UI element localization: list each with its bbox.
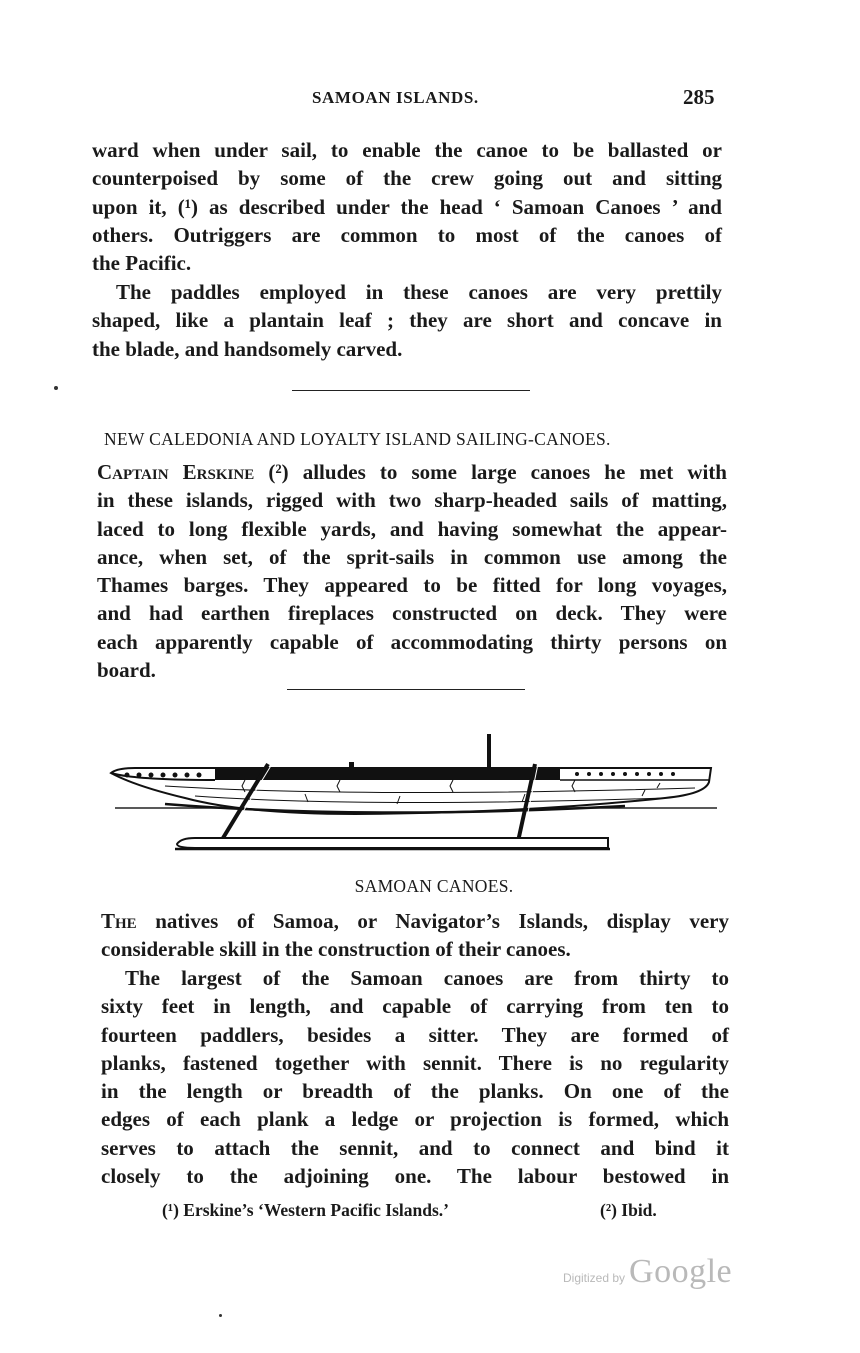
text-line: the blade, and handsomely carved. bbox=[92, 336, 403, 361]
text-line: serves to attach the sennit, and to connect and bind it bbox=[101, 1135, 729, 1160]
text-line: considerable skill in the construction of their canoes. bbox=[101, 937, 571, 962]
scan-speck bbox=[219, 1314, 222, 1317]
section-divider bbox=[287, 689, 525, 690]
canoe-illustration bbox=[105, 728, 725, 858]
text-line: in these islands, rigged with two sharp-headed sails of matting, bbox=[97, 488, 727, 513]
section-divider bbox=[292, 390, 530, 391]
watermark-brand: Google bbox=[629, 1253, 733, 1290]
text-fragment: natives of Samoa, or Navigator’s Islands, display very bbox=[136, 909, 729, 933]
footnote-1: (¹) Erskine’s ‘Western Pacific Islands.’ bbox=[162, 1200, 450, 1220]
text-line: The paddles employed in these canoes are very prettily bbox=[116, 280, 722, 304]
paragraph-samoan-intro bbox=[101, 907, 729, 964]
caption-text: SAMOAN CANOES. bbox=[354, 876, 514, 896]
text-line: board. bbox=[97, 658, 156, 683]
page-number: 285 bbox=[683, 85, 715, 109]
paragraph-paddles bbox=[92, 278, 722, 363]
text-line: The largest of the Samoan canoes are from thirty to bbox=[125, 966, 729, 990]
text-fragment: (²) alludes to some large canoes he met with bbox=[254, 460, 727, 484]
text-line: fourteen paddlers, besides a sitter. They are formed of bbox=[101, 1022, 729, 1047]
text-line: in the length or breadth of the planks. On one of the bbox=[101, 1079, 729, 1104]
text-line: edges of each plank a ledge or projection is formed, which bbox=[101, 1107, 729, 1132]
text-line: the Pacific. bbox=[92, 251, 192, 276]
watermark-prefix: Digitized by bbox=[563, 1271, 626, 1285]
lead-smallcaps: Captain Erskine bbox=[97, 460, 255, 484]
paragraph-new-caledonia bbox=[97, 458, 727, 684]
text-line: ward when under sail, to enable the canoe to be ballasted or bbox=[92, 138, 722, 162]
text-line: upon it, (¹) as described under the head ‘ Samoan Canoes ’ and bbox=[92, 194, 722, 219]
paragraph-samoan-construction bbox=[101, 964, 729, 1190]
text-line: and had earthen fireplaces constructed on deck. They were bbox=[97, 601, 727, 626]
text-line: shaped, like a plantain leaf ; they are short and concave in bbox=[92, 308, 722, 333]
scan-speck bbox=[54, 386, 58, 390]
text-line: counterpoised by some of the crew going out and sitting bbox=[92, 166, 722, 191]
text-line bbox=[101, 907, 729, 935]
digitized-by-google-watermark bbox=[563, 1253, 732, 1291]
paragraph-outriggers bbox=[92, 136, 722, 277]
section-heading-new-caledonia: NEW CALEDONIA AND LOYALTY ISLAND SAILING-CANOES. bbox=[104, 429, 611, 449]
footnote-2: (²) Ibid. bbox=[600, 1200, 657, 1220]
text-line: others. Outriggers are common to most of the canoes of bbox=[92, 222, 722, 247]
text-line: Thames barges. They appeared to be fitted for long voyages, bbox=[97, 573, 727, 598]
text-line bbox=[97, 458, 727, 486]
figure-caption bbox=[0, 876, 860, 897]
text-line: ance, when set, of the sprit-sails in common use among the bbox=[97, 544, 727, 569]
text-line: closely to the adjoining one. The labour bestowed in bbox=[101, 1164, 729, 1189]
text-line: laced to long flexible yards, and having somewhat the appear- bbox=[97, 516, 727, 541]
text-line: planks, fastened together with sennit. There is no regularity bbox=[101, 1050, 729, 1075]
running-head bbox=[0, 85, 860, 114]
lead-smallcaps: The bbox=[101, 909, 137, 933]
text-line: sixty feet in length, and capable of carrying from ten to bbox=[101, 994, 729, 1019]
text-line: each apparently capable of accommodating thirty persons on bbox=[97, 629, 727, 654]
running-title: SAMOAN ISLANDS. bbox=[312, 88, 479, 107]
